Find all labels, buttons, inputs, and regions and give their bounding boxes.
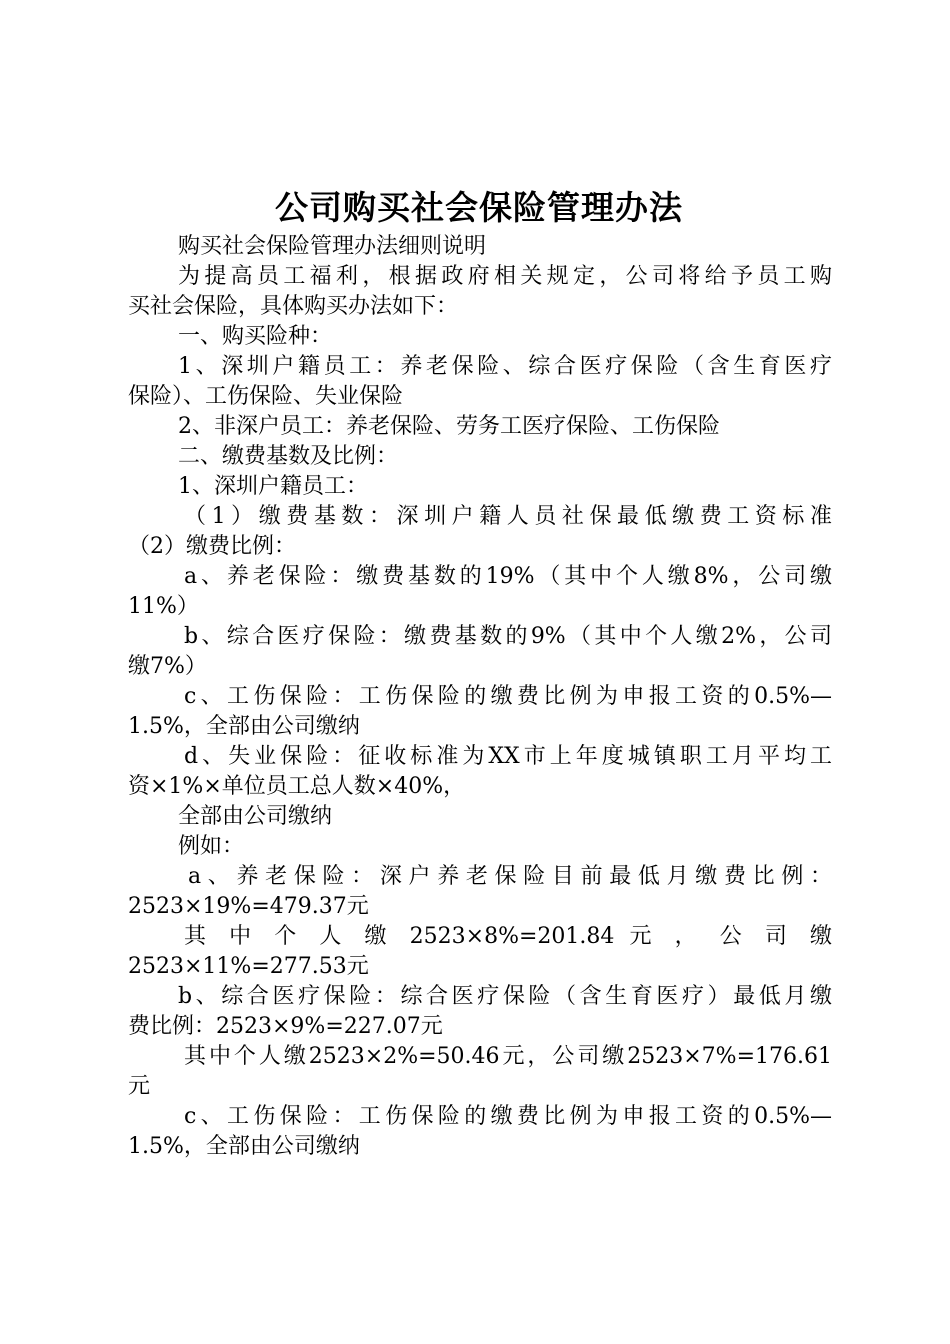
text-line: 保险）、工伤保险、失业保险	[128, 384, 404, 409]
text-line: 缴7%）	[128, 654, 207, 679]
text-line: 1.5%，全部由公司缴纳	[128, 714, 360, 739]
text-line: 购买社会保险管理办法细则说明	[178, 234, 487, 259]
text-line: c、工伤保险：工伤保险的缴费比例为申报工资的0.5%—	[184, 1104, 832, 1129]
text-line: （1）缴费基数：深圳户籍人员社保最低缴费工资标准	[184, 504, 832, 529]
text-line: 1、深圳户籍员工：	[178, 474, 368, 499]
text-line: c、工伤保险：工伤保险的缴费比例为申报工资的0.5%—	[184, 684, 832, 709]
document-title: 公司购买社会保险管理办法	[275, 188, 683, 227]
text-line: 1.5%，全部由公司缴纳	[128, 1134, 360, 1159]
text-line: a、养老保险：缴费基数的19%（其中个人缴8%，公司缴	[184, 564, 832, 589]
text-line: 其 中 个 人 缴 2523×8%=201.84 元 ， 公 司 缴	[184, 924, 832, 949]
text-line: 费比例：2523×9%=227.07元	[128, 1014, 443, 1039]
text-line: 2、非深户员工：养老保险、劳务工医疗保险、工伤保险	[178, 414, 720, 439]
text-line: 11%）	[128, 594, 199, 619]
text-line: d、失业保险：征收标准为XX市上年度城镇职工月平均工	[184, 744, 832, 769]
text-line: （2）缴费比例：	[128, 534, 296, 559]
document-body	[128, 232, 832, 1162]
text-line: 买社会保险，具体购买办法如下：	[128, 294, 459, 319]
text-line: b、综合医疗保险：缴费基数的9%（其中个人缴2%，公司	[184, 624, 832, 649]
text-line: b、综合医疗保险：综合医疗保险（含生育医疗）最低月缴	[178, 984, 832, 1009]
text-line: 为提高员工福利，根据政府相关规定，公司将给予员工购	[178, 264, 832, 289]
text-line: 2523×19%=479.37元	[128, 894, 369, 919]
text-line: 1、深圳户籍员工：养老保险、综合医疗保险（含生育医疗	[178, 354, 832, 379]
text-line: 例如：	[178, 834, 245, 859]
text-line: 全部由公司缴纳	[178, 804, 333, 829]
text-line: 一、购买险种：	[178, 324, 333, 349]
text-line: 其中个人缴2523×2%=50.46元，公司缴2523×7%=176.61	[184, 1044, 832, 1069]
text-line: 元	[128, 1074, 151, 1099]
text-line: 2523×11%=277.53元	[128, 954, 369, 979]
text-line: 资×1%×单位员工总人数×40%，	[128, 774, 466, 799]
text-line: 二、缴费基数及比例：	[178, 444, 399, 469]
text-line: a、养老保险：深户养老保险目前最低月缴费比例：	[188, 864, 832, 889]
